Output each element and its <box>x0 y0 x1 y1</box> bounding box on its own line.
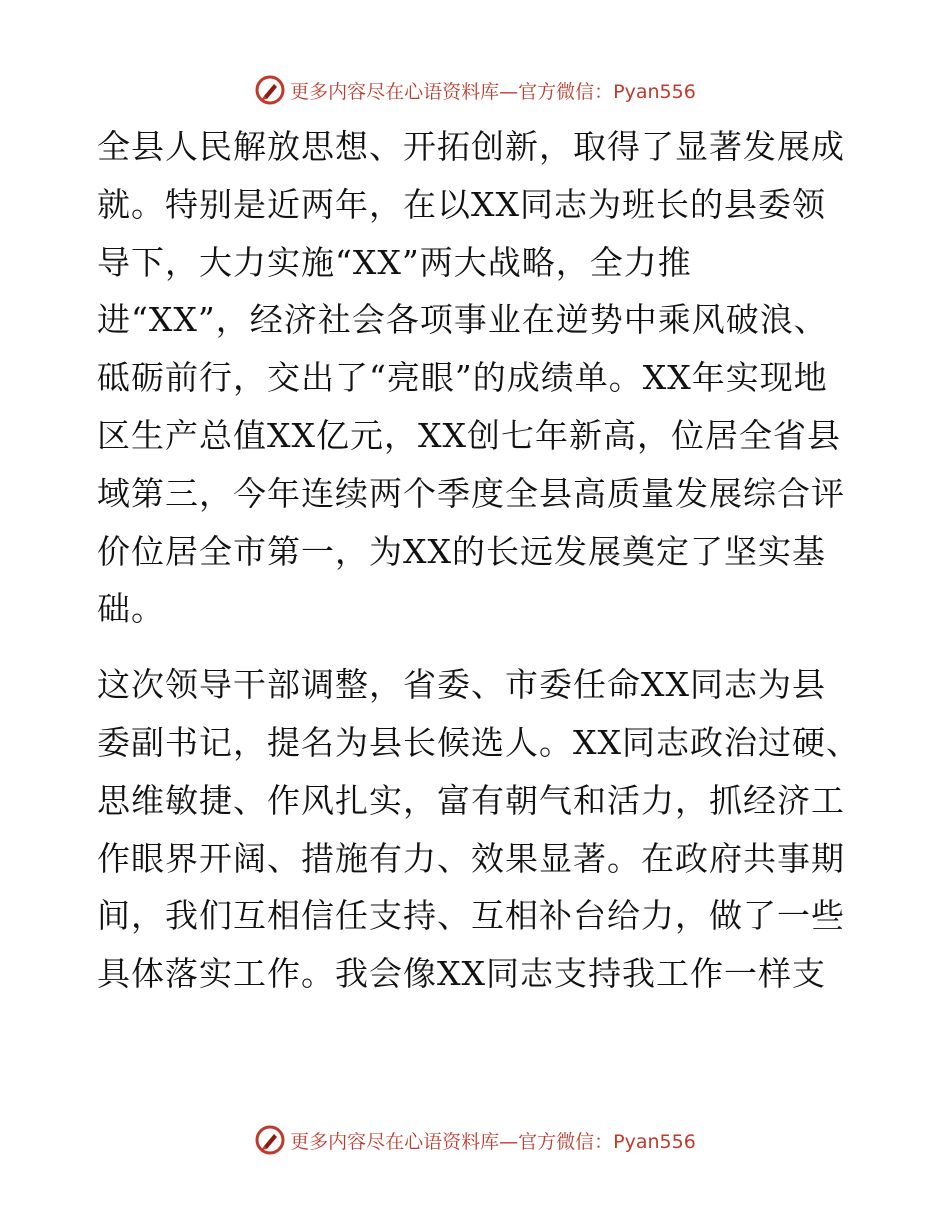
header-banner <box>0 70 950 110</box>
footer-banner <box>0 1120 950 1160</box>
text-line: 区生产总值XX亿元，XX创七年新高，位居全省县 <box>97 415 841 455</box>
text-line: 进“XX”，经济社会各项事业在逆势中乘风破浪、 <box>97 300 828 340</box>
text-line: 导下，大力实施“XX”两大战略，全力推 <box>97 242 692 282</box>
text-line: 这次领导干部调整，省委、市委任命XX同志为县 <box>97 665 826 705</box>
text-line: 作眼界开阔、措施有力、效果显著。在政府共事期 <box>97 838 845 878</box>
text-line: 价位居全市第一，为XX的长远发展奠定了坚实基 <box>97 531 826 571</box>
banner-text: 更多内容尽在心语资料库—官方微信：Pyan556 <box>290 80 696 103</box>
banner-text: 更多内容尽在心语资料库—官方微信：Pyan556 <box>290 1130 696 1153</box>
text-line: 思维敏捷、作风扎实，富有朝气和活力，抓经济工 <box>97 780 845 820</box>
text-line: 具体落实工作。我会像XX同志支持我工作一样支 <box>97 954 826 994</box>
pen-nib-logo-icon <box>254 74 286 106</box>
paragraph-2 <box>97 656 867 1003</box>
paragraph-spacer <box>97 638 867 656</box>
text-line: 域第三，今年连续两个季度全县高质量发展综合评 <box>97 473 845 513</box>
text-line: 础。 <box>97 589 165 629</box>
text-line: 全县人民解放思想、开拓创新，取得了显著发展成 <box>97 127 845 166</box>
text-line: 间，我们互相信任支持、互相补台给力，做了一些 <box>97 896 845 936</box>
text-line: 砥砺前行，交出了“亮眼”的成绩单。XX年实现地 <box>97 358 828 398</box>
document-body <box>97 118 867 1003</box>
text-line: 委副书记，提名为县长候选人。XX同志政治过硬、 <box>97 722 860 762</box>
paragraph-1 <box>97 118 867 638</box>
pen-nib-logo-icon <box>254 1124 286 1156</box>
text-line: 就。特别是近两年，在以XX同志为班长的县委领 <box>97 184 826 224</box>
